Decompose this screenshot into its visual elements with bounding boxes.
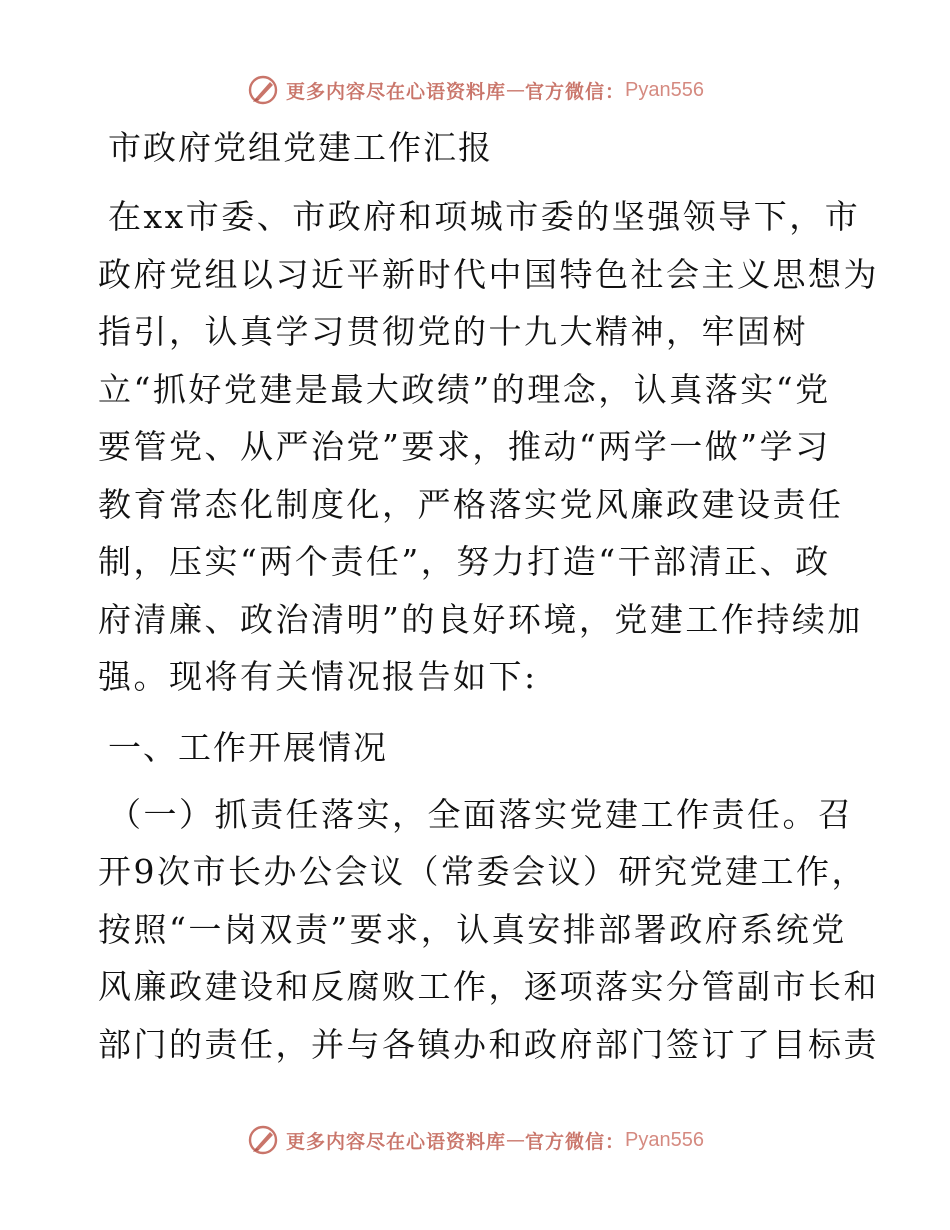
paragraph-line: 制，压实“两个责任”，努力打造“干部清正、政: [98, 542, 831, 581]
paragraph-line: 教育常态化制度化，严格落实党风廉政建设责任: [98, 484, 844, 524]
paragraph-line: 风廉政建设和反腐败工作，逐项落实分管副市长和: [98, 967, 879, 1006]
paragraph-line: 政府党组以习近平新时代中国特色社会主义思想为: [98, 254, 879, 294]
paragraph-line: 要管党、从严治党”要求，推动“两学一做”学习: [98, 427, 831, 466]
paragraph-line: 府清廉、政治清明”的良好环境，党建工作持续加: [98, 599, 863, 639]
header-watermark: [0, 72, 950, 108]
paragraph-responsibility: [98, 786, 879, 1074]
paragraph-line: 按照“一岗双责”要求，认真安排部署政府系统党: [98, 909, 847, 949]
paragraph-line: （一）抓责任落实，全面落实党建工作责任。召: [108, 794, 854, 834]
paragraph-line: 开9次市长办公会议（常委会议）研究党建工作，: [98, 852, 867, 891]
watermark-separator: —: [506, 1129, 526, 1151]
document-title: 市政府党组党建工作汇报: [108, 128, 493, 167]
paragraph-line: 部门的责任，并与各镇办和政府部门签订了目标责: [98, 1024, 879, 1064]
paragraph-line: 立“抓好党建是最大政绩”的理念，认真落实“党: [98, 369, 831, 409]
document-body: [98, 122, 879, 1073]
watermark-account: Pyan556: [625, 1128, 704, 1151]
section-heading: 一、工作开展情况: [108, 727, 388, 767]
watermark-label: 官方微信：: [525, 1130, 626, 1153]
watermark-text: 更多内容尽在心语资料库: [286, 1130, 507, 1153]
footer-watermark: [0, 1122, 950, 1158]
paragraph-intro: [98, 188, 879, 706]
watermark-separator: —: [506, 79, 526, 101]
watermark-text: 更多内容尽在心语资料库: [286, 80, 507, 103]
paragraph-line: 指引，认真学习贯彻党的十九大精神，牢固树: [98, 312, 808, 351]
watermark-label: 官方微信：: [525, 80, 626, 103]
paragraph-line: 强。现将有关情况报告如下:: [98, 657, 538, 696]
quill-pen-logo-icon: [246, 73, 280, 107]
quill-pen-logo-icon: [246, 1123, 280, 1157]
watermark-account: Pyan556: [625, 78, 704, 101]
paragraph-line: 在xx市委、市政府和项城市委的坚强领导下，市: [108, 197, 861, 236]
